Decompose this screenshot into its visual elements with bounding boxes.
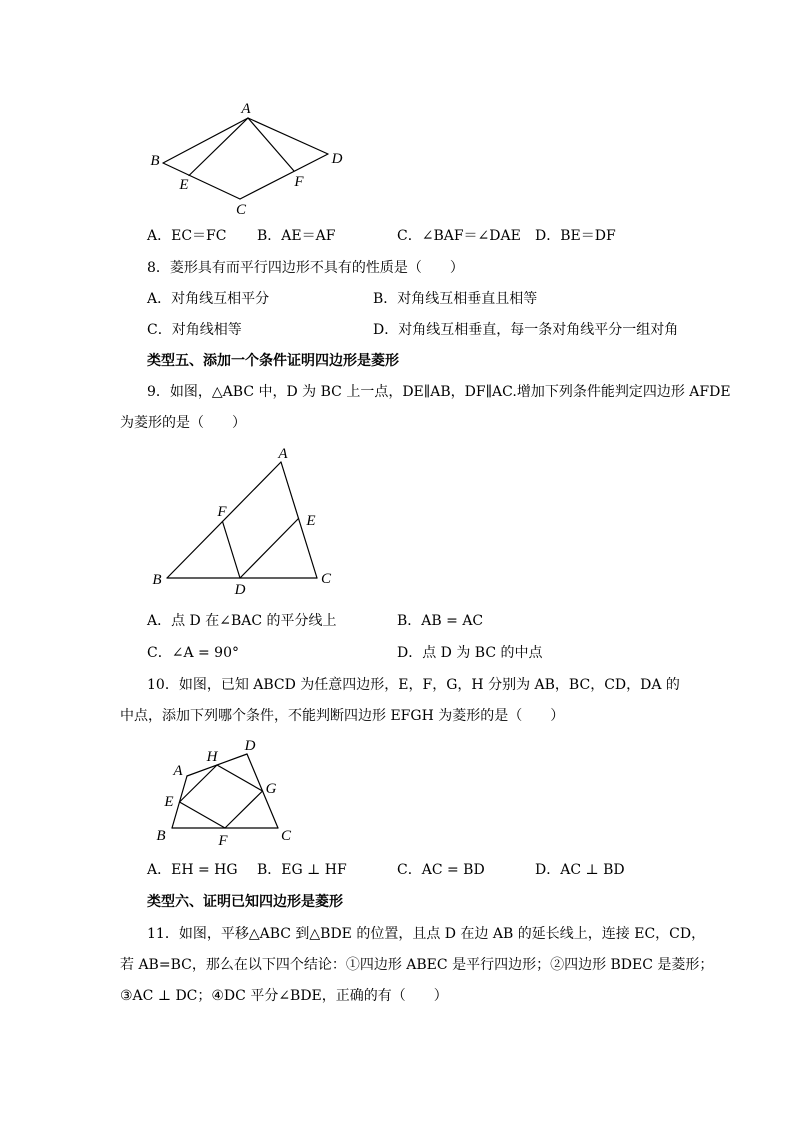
point-label-f: F — [294, 174, 304, 190]
q10-stem-line-1: 10．如图，已知 ABCD 为任意四边形，E，F，G，H 分别为 AB，BC，CD，DA 的 — [147, 677, 680, 693]
segment-ab — [167, 462, 281, 578]
point-label-f: F — [217, 504, 227, 520]
q8-option-d: D．对角线互相垂直，每一条对角线平分一组对角 — [373, 322, 679, 338]
point-label-b: B — [150, 153, 160, 169]
q10-option-c: C．AC = BD — [397, 862, 485, 878]
q11-stem-line-3: ③AC ⊥ DC；④DC 平分∠BDE，正确的有（ ） — [120, 988, 448, 1004]
q8-option-c: C．对角线相等 — [147, 322, 242, 338]
q10-stem-line-2: 中点，添加下列哪个条件，不能判断四边形 EFGH 为菱形的是（ ） — [120, 708, 565, 724]
segment-fg — [225, 791, 263, 828]
point-label-d: D — [331, 151, 343, 167]
point-label-d: D — [234, 582, 246, 598]
point-label-c: C — [235, 202, 247, 218]
q7-option-c: C．∠BAF＝∠DAE — [397, 228, 521, 244]
point-label-h: H — [206, 749, 218, 765]
q7-option-b: B．AE＝AF — [257, 228, 336, 244]
q10-option-d: D．AC ⊥ BD — [535, 862, 625, 878]
q10-option-b: B．EG ⊥ HF — [257, 862, 347, 878]
point-label-c: C — [280, 828, 292, 844]
point-label-f: F — [218, 833, 228, 849]
point-label-e: E — [179, 177, 189, 193]
q9-option-a: A．点 D 在∠BAC 的平分线上 — [147, 613, 337, 629]
q8-option-b: B．对角线互相垂直且相等 — [373, 291, 538, 307]
segment-bc — [163, 163, 240, 199]
q7-option-d: D．BE＝DF — [535, 228, 616, 244]
segment-ef — [180, 802, 226, 828]
point-label-b: B — [152, 572, 162, 588]
point-label-a: A — [278, 446, 288, 462]
point-label-e: E — [306, 513, 316, 529]
segment-cd — [240, 154, 328, 199]
q9-stem-line-1: 9．如图，△ABC 中，D 为 BC 上一点，DE∥AB，DF∥AC.增加下列条件能判定四边形 AFDE — [147, 384, 731, 400]
point-label-c: C — [320, 571, 332, 587]
segment-ab — [163, 118, 248, 163]
rhombus-figure — [145, 98, 350, 218]
section6-title: 类型六、证明已知四边形是菱形 — [147, 894, 343, 910]
q9-option-c: C．∠A = 90° — [147, 645, 239, 661]
segment-de — [240, 519, 299, 579]
q8-option-a: A．对角线互相平分 — [147, 291, 270, 307]
point-label-g: G — [265, 781, 277, 797]
point-label-a: A — [173, 763, 183, 779]
q9-option-d: D．点 D 为 BC 的中点 — [397, 645, 543, 661]
q7-option-a: A．EC＝FC — [147, 228, 227, 244]
segment-gh — [217, 765, 263, 791]
q11-stem-line-1: 11．如图，平移△ABC 到△BDE 的位置，且点 D 在边 AB 的延长线上，连接 EC，CD， — [147, 926, 706, 942]
quadrilateral-figure — [150, 733, 300, 848]
point-label-b: B — [156, 828, 166, 844]
q9-stem-line-2: 为菱形的是（ ） — [120, 415, 246, 431]
q8-stem: 8．菱形具有而平行四边形不具有的性质是（ ） — [147, 260, 464, 276]
point-label-e: E — [164, 794, 174, 810]
section5-title: 类型五、添加一个条件证明四边形是菱形 — [147, 353, 399, 369]
segment-da — [248, 118, 328, 154]
segment-af — [248, 118, 294, 171]
segment-fd — [223, 522, 241, 579]
q9-option-b: B．AB = AC — [397, 613, 484, 629]
q10-option-a: A．EH = HG — [147, 862, 238, 878]
q11-stem-line-2: 若 AB=BC，那么在以下四个结论：①四边形 ABEC 是平行四边形；②四边形 BDEC 是菱形； — [120, 957, 714, 973]
point-label-a: A — [241, 101, 251, 117]
segment-ae — [189, 118, 248, 176]
triangle-figure — [145, 440, 340, 598]
point-label-d: D — [244, 738, 256, 754]
